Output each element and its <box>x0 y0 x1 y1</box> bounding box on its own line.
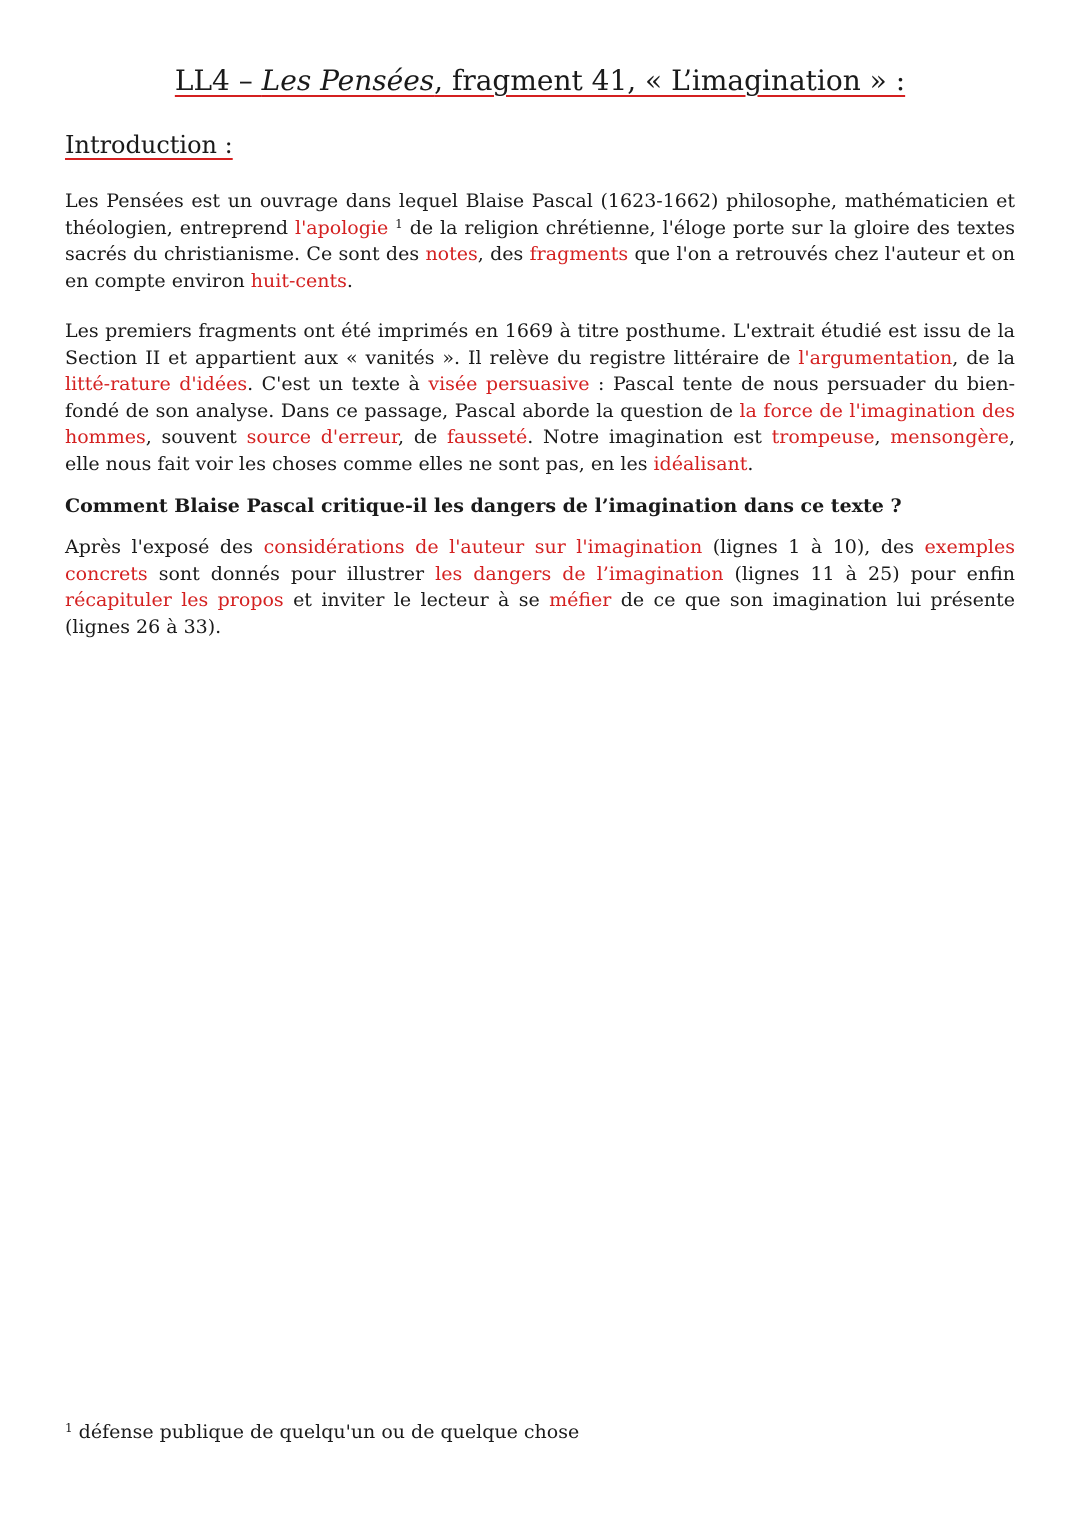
title-prefix: LL4 – <box>174 64 262 97</box>
document-title <box>0 62 1080 100</box>
footnote-reference: 1 <box>395 216 403 231</box>
highlighted-term: litté-rature d'idées <box>65 373 248 395</box>
title-suffix: , fragment 41, « L’imagination » : <box>434 64 906 97</box>
problematic-question: Comment Blaise Pascal critique-il les dangers de l’imagination dans ce texte ? <box>65 495 902 517</box>
text-run: Les premiers fragments ont été imprimés en 1669 à titre posthume. L'extrait étudié est issu de la Section II et appartient aux « vanités ». Il relève du registre littéraire de <box>65 320 1015 369</box>
text-run: , <box>874 426 891 448</box>
highlighted-term: l'argumentation <box>798 346 953 369</box>
text-run: , de <box>398 426 448 448</box>
section-heading-introduction: Introduction : <box>65 131 233 159</box>
text-run: : Pascal tente de nous persuader du bien-fondé de son analyse. Dans ce passage, Pascal aborde la question de <box>65 373 1016 422</box>
text-run: que l'on a retrouvés chez l'auteur et on en compte environ <box>65 243 1016 292</box>
text-run: , elle nous fait voir les choses comme elles ne sont pas, en les <box>65 426 1015 475</box>
highlighted-term: considérations de l'auteur sur l'imagination <box>263 536 703 558</box>
highlighted-term: fausseté <box>447 426 528 448</box>
highlighted-term: notes <box>425 243 478 265</box>
highlighted-term: les dangers de l’imagination <box>435 562 724 585</box>
highlighted-term: méfier <box>549 589 612 611</box>
text-run: de la religion chrétienne, l'éloge porte sur la gloire des textes sacrés du christianisme. Ce sont des <box>65 216 1015 265</box>
highlighted-term: l'apologie <box>295 216 389 239</box>
footnote-mark: 1 <box>65 1421 73 1435</box>
document-title-underlined <box>175 64 905 97</box>
text-run: . Notre imagination est <box>527 426 772 448</box>
highlighted-term: la force de l'imagination des hommes <box>65 399 1015 448</box>
text-run: , de la <box>952 346 1015 369</box>
footnote-text: défense publique de quelqu'un ou de quelque chose <box>72 1421 580 1443</box>
plan-paragraph <box>65 534 1015 640</box>
highlighted-term: source d'erreur <box>246 426 399 448</box>
text-run: . C'est un texte à <box>247 373 429 395</box>
highlighted-term: visée persuasive <box>428 373 590 395</box>
text-run: Après l'exposé des <box>65 536 264 558</box>
text-run: Les Pensées est un ouvrage dans lequel Blaise Pascal (1623-1662) philosophe, mathématicien et théologien, entreprend <box>65 190 1015 239</box>
text-run: . <box>747 452 754 475</box>
text-run: sont donnés pour illustrer <box>147 562 436 585</box>
intro-paragraph-2 <box>65 318 1015 477</box>
text-run: , des <box>477 243 530 265</box>
text-run: de ce que son imagination lui présente (lignes 26 à 33). <box>65 589 1016 638</box>
text-run: . <box>346 269 353 292</box>
intro-paragraph-1 <box>65 188 1015 294</box>
highlighted-term: idéalisant <box>653 452 748 475</box>
highlighted-term: huit-cents <box>250 269 347 292</box>
text-run: (lignes 11 à 25) pour enfin <box>723 562 1015 585</box>
text-run: (lignes 1 à 10), des <box>702 536 925 558</box>
text-run: , souvent <box>145 426 247 448</box>
footnote <box>65 1419 579 1445</box>
title-work: Les Pensées <box>261 64 435 97</box>
highlighted-term: trompeuse <box>771 426 875 448</box>
highlighted-term: récapituler les propos <box>65 589 284 611</box>
text-run: et inviter le lecteur à se <box>283 589 550 611</box>
highlighted-term: mensongère <box>890 426 1009 448</box>
highlighted-term: exemples concrets <box>65 536 1016 585</box>
highlighted-term: fragments <box>529 243 629 265</box>
